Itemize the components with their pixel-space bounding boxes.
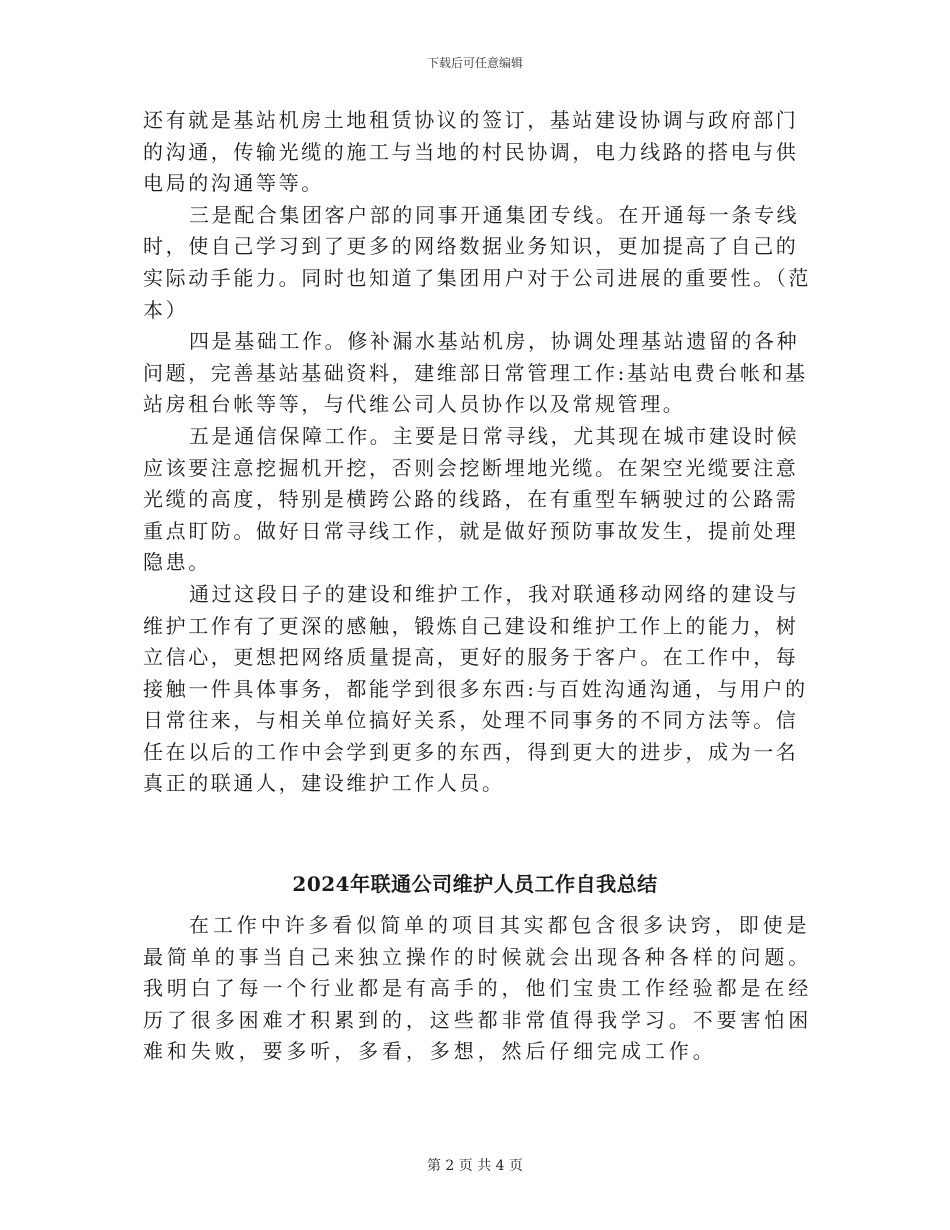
document-body-section-2 <box>143 910 813 1068</box>
paragraph: 在工作中许多看似简单的项目其实都包含很多诀窍，即使是最简单的事当自己来独立操作的时候就会出现各种各样的问题。我明白了每一个行业都是有高手的，他们宝贵工作经验都是在经历了很多困难才积累到的，这些都非常值得我学习。不要害怕困难和失败，要多听，多看，多想，然后仔细完成工作。 <box>143 913 813 1064</box>
header-note: 下载后可任意编辑 <box>426 56 523 70</box>
section-title: 2024年联通公司维护人员工作自我总结 <box>292 872 658 896</box>
page-number: 第 2 页 共 4 页 <box>426 1158 524 1174</box>
paragraph: 还有就是基站机房土地租赁协议的签订，基站建设协调与政府部门的沟通，传输光缆的施工与当地的村民协调，电力线路的搭电与供电局的沟通等等。 <box>143 108 799 196</box>
paragraph: 三是配合集团客户部的同事开通集团专线。在开通每一条专线时，使自己学习到了更多的网络数据业务知识，更加提高了自己的实际动手能力。同时也知道了集团用户对于公司进展的重要性。（范本） <box>143 202 811 322</box>
paragraph: 五是通信保障工作。主要是日常寻线，尤其现在城市建设时候应该要注意挖掘机开挖，否则会挖断埋地光缆。在架空光缆要注意光缆的高度，特别是横跨公路的线路，在有重型车辆驶过的公路需重点盯防。做好日常寻线工作，就是做好预防事故发生，提前处理隐患。 <box>143 423 800 575</box>
paragraph: 通过这段日子的建设和维护工作，我对联通移动网络的建设与维护工作有了更深的感触，锻炼自己建设和维护工作上的能力，树立信心，更想把网络质量提高，更好的服务于客户。在工作中，每接触一件具体事务，都能学到很多东西:与百姓沟通沟通，与用户的日常往来，与相关单位搞好关系，处理不同事务的不同方法等。信任在以后的工作中会学到更多的东西，得到更大的进步，成为一名真正的联通人，建设维护工作人员。 <box>143 581 808 796</box>
paragraph: 四是基础工作。修补漏水基站机房，协调处理基站遗留的各种问题，完善基站基础资料，建维部日常管理工作:基站电费台帐和基站房租台帐等等，与代维公司人员协作以及常规管理。 <box>143 329 808 417</box>
document-body-section-1 <box>143 105 813 800</box>
